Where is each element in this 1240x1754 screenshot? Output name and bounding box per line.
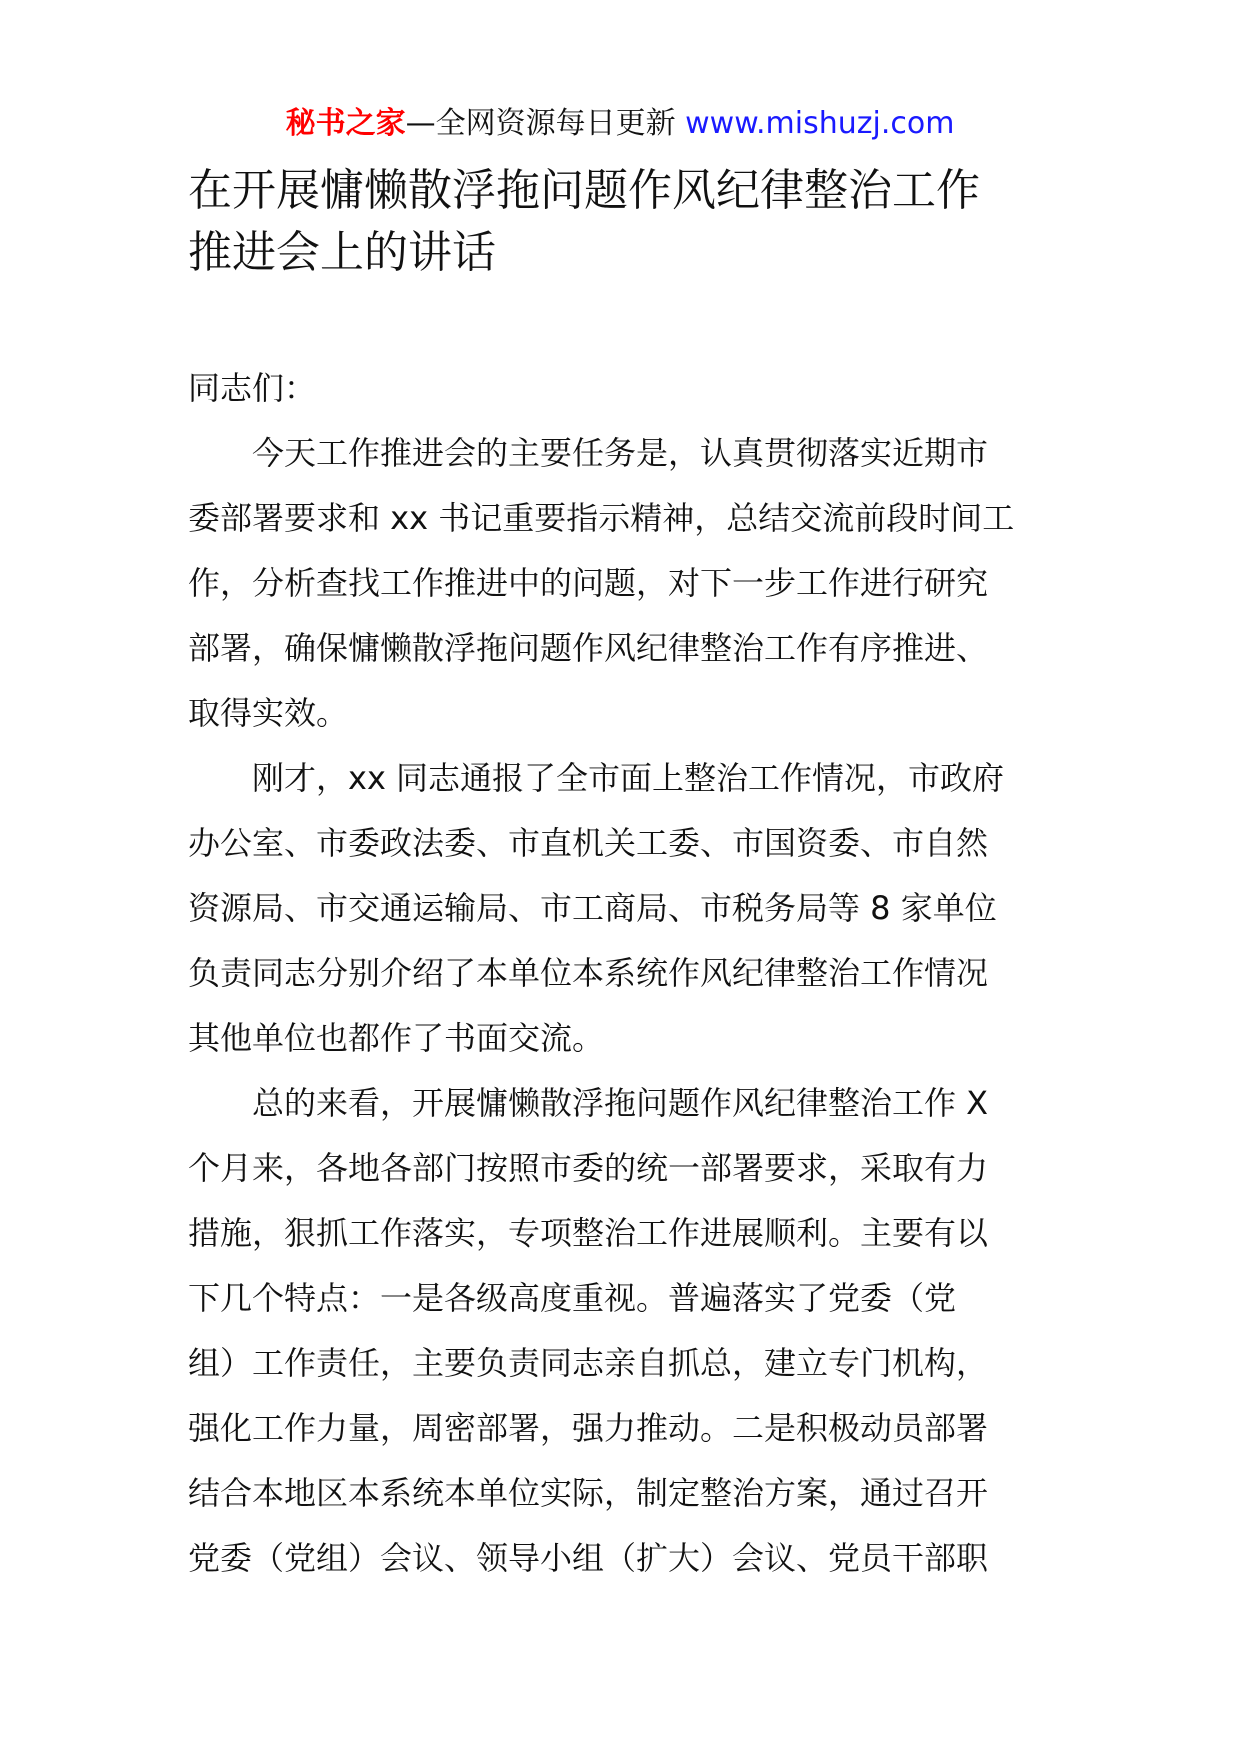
document-title [188,160,1068,284]
paragraph-line: 措施，狠抓工作落实，专项整治工作进展顺利。主要有以 [188,1214,989,1252]
paragraph-3 [188,1071,1058,1591]
paragraph-line: 资源局、市交通运输局、市工商局、市税务局等 8 家单位 [188,889,997,927]
paragraph-line: 负责同志分别介绍了本单位本系统作风纪律整治工作情况 [188,954,989,992]
paragraph-line: 组）工作责任，主要负责同志亲自抓总，建立专门机构， [188,1344,989,1382]
paragraph-line: 委部署要求和 xx 书记重要指示精神，总结交流前段时间工 [188,499,1015,537]
paragraph-line: 总的来看，开展慵懒散浮拖问题作风纪律整治工作 X [252,1084,989,1122]
paragraph-2 [188,746,1058,1071]
header-banner [0,104,1240,144]
paragraph-line: 强化工作力量，周密部署，强力推动。二是积极动员部署 [188,1409,989,1447]
salutation: 同志们： [188,369,317,407]
title-line: 在开展慵懒散浮拖问题作风纪律整治工作 [188,165,980,216]
paragraph-line: 作，分析查找工作推进中的问题，对下一步工作进行研究 [188,564,989,602]
paragraph-line: 党委（党组）会议、领导小组（扩大）会议、党员干部职 [188,1539,989,1577]
header-brand: 秘书之家 [285,106,406,141]
header-slogan: —全网资源每日更新 [405,106,676,141]
paragraph-1 [188,421,1058,746]
paragraph-line: 今天工作推进会的主要任务是，认真贯彻落实近期市 [252,434,989,472]
paragraph-line: 个月来，各地各部门按照市委的统一部署要求，采取有力 [188,1149,989,1187]
paragraph-line: 办公室、市委政法委、市直机关工委、市国资委、市自然 [188,824,989,862]
title-line: 推进会上的讲话 [188,227,496,278]
paragraph-line: 刚才，xx 同志通报了全市面上整治工作情况，市政府 [252,759,1005,797]
header-url-link[interactable]: www.mishuzj.com [685,106,955,141]
paragraph-line: 下几个特点：一是各级高度重视。普遍落实了党委（党 [188,1279,957,1317]
paragraph-line: 其他单位也都作了书面交流。 [188,1019,605,1057]
paragraph-line: 取得实效。 [188,694,349,732]
document-body [188,356,1058,1591]
paragraph-line: 部署，确保慵懒散浮拖问题作风纪律整治工作有序推进、 [188,629,989,667]
paragraph-line: 结合本地区本系统本单位实际，制定整治方案，通过召开 [188,1474,989,1512]
